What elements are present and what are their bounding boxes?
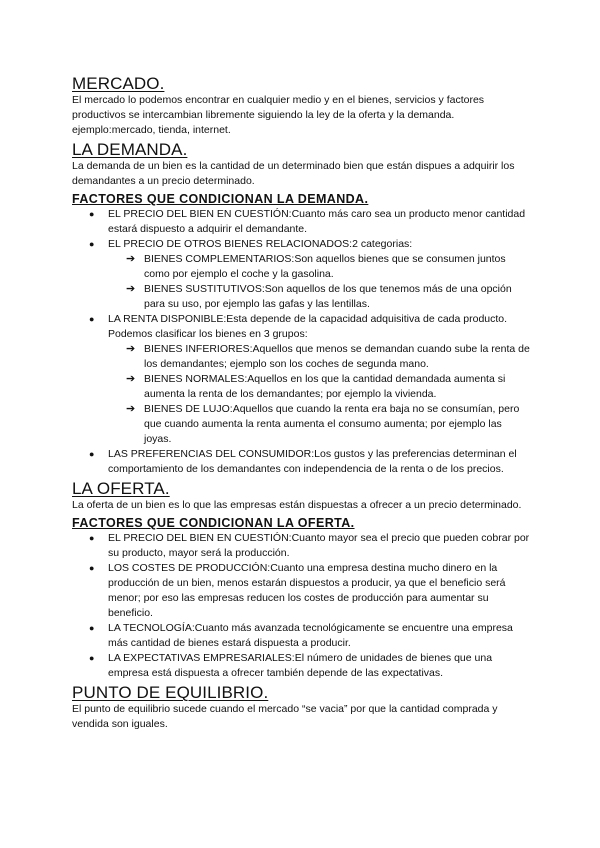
list-item — [72, 447, 532, 477]
list-item-text: LA TECNOLOGÍA:Cuanto más avanzada tecnológicamente se encuentre una empresa más cantidad de bienes estará dispuesta a producir. — [108, 622, 513, 649]
sublist-item-text: BIENES NORMALES:Aquellos en los que la cantidad demandada aumenta si aumenta la renta de los demandantes; por ejemplo la vivienda. — [144, 373, 506, 400]
bullet-icon: ● — [89, 533, 95, 543]
subheading-factores-demanda: FACTORES QUE CONDICIONAN LA DEMANDA. — [72, 192, 369, 206]
list-item-text: EL PRECIO DEL BIEN EN CUESTIÓN:Cuanto más caro sea un producto menor cantidad estará dispuesto a adquirir el demandante. — [108, 208, 526, 235]
list-item — [72, 312, 532, 447]
heading-oferta: LA OFERTA. — [72, 479, 170, 498]
section-mercado — [72, 74, 532, 138]
arrow-icon: ➔ — [126, 343, 136, 355]
sublist-renta-grupos — [108, 342, 532, 447]
bullet-icon: ● — [89, 449, 95, 459]
list-item-text: LOS COSTES DE PRODUCCIÓN:Cuanto una empresa destina mucho dinero en la producción de un bien, menos estarán dispuestos a producir, ya que el beneficio será menor; por eso las empresas reducen los costes de producción para aumentar su beneficio. — [108, 562, 506, 619]
paragraph-demanda-definition: La demanda de un bien es la cantidad de un determinado bien que están dispues a adquirir los demandantes a un precio determinado. — [72, 160, 515, 187]
paragraph-oferta-definition: La oferta de un bien es lo que las empresas están dispuestas a ofrecer a un precio determinado. — [72, 499, 522, 511]
list-factores-demanda — [72, 207, 532, 477]
sublist-item-text: BIENES SUSTITUTIVOS:Son aquellos de los que tenemos más de una opción para su uso, por ejemplo las gafas y las lentillas. — [144, 283, 512, 310]
heading-demanda: LA DEMANDA. — [72, 140, 188, 159]
list-item — [72, 621, 532, 651]
list-item — [72, 651, 532, 681]
bullet-icon: ● — [89, 314, 95, 324]
list-item-text: EL PRECIO DE OTROS BIENES RELACIONADOS:2 categorias: — [108, 238, 413, 250]
sublist-item-text: BIENES INFERIORES:Aquellos que menos se demandan cuando sube la renta de los demandantes; ejemplo son los coches de segunda mano. — [144, 343, 530, 370]
document-content — [72, 74, 532, 732]
bullet-icon: ● — [89, 653, 95, 663]
heading-equilibrio: PUNTO DE EQUILIBRIO. — [72, 683, 269, 702]
sublist-item-text: BIENES DE LUJO:Aquellos que cuando la renta era baja no se consumían, pero que cuando aumenta la renta aumenta el consumo aumenta; por ejemplo las joyas. — [144, 403, 520, 445]
arrow-icon: ➔ — [126, 253, 136, 265]
list-item-text: LA RENTA DISPONIBLE:Esta depende de la capacidad adquisitiva de cada producto. Podemos clasificar los bienes en 3 grupos: — [108, 313, 508, 340]
list-item-text: LAS PREFERENCIAS DEL CONSUMIDOR:Los gustos y las preferencias determinan el comportamiento de los demandantes con independencia de la renta o de los precios. — [108, 448, 517, 475]
paragraph-mercado-example: ejemplo:mercado, tienda, internet. — [72, 124, 231, 136]
list-factores-oferta — [72, 531, 532, 681]
list-item-text: EL PRECIO DEL BIEN EN CUESTIÓN:Cuanto mayor sea el precio que pueden cobrar por su producto, mayor será la producción. — [108, 532, 530, 559]
bullet-icon: ● — [89, 209, 95, 219]
paragraph-mercado-definition: El mercado lo podemos encontrar en cualquier medio y en el bienes, servicios y factores productivos se intercambian libremente siguiendo la ley de la oferta y la demanda. — [72, 94, 485, 121]
list-item-text: LA EXPECTATIVAS EMPRESARIALES:El número de unidades de bienes que una empresa está dispuesta a ofrecer también depende de las expectativas. — [108, 652, 493, 679]
arrow-icon: ➔ — [126, 283, 136, 295]
sublist-item — [108, 402, 532, 447]
bullet-icon: ● — [89, 623, 95, 633]
sublist-bienes-relacionados — [108, 252, 532, 312]
section-equilibrio — [72, 683, 532, 732]
sublist-item — [108, 282, 532, 312]
sublist-item — [108, 342, 532, 372]
section-oferta — [72, 479, 532, 681]
arrow-icon: ➔ — [126, 403, 136, 415]
list-item — [72, 561, 532, 621]
heading-mercado: MERCADO. — [72, 74, 165, 93]
arrow-icon: ➔ — [126, 373, 136, 385]
list-item — [72, 207, 532, 237]
list-item — [72, 237, 532, 312]
sublist-item — [108, 372, 532, 402]
paragraph-equilibrio-definition: El punto de equilibrio sucede cuando el mercado “se vacia” por que la cantidad comprada y vendida son iguales. — [72, 703, 498, 730]
sublist-item-text: BIENES COMPLEMENTARIOS:Son aquellos bienes que se consumen juntos como por ejemplo el coche y la gasolina. — [144, 253, 506, 280]
subheading-factores-oferta: FACTORES QUE CONDICIONAN LA OFERTA. — [72, 516, 355, 530]
sublist-item — [108, 252, 532, 282]
bullet-icon: ● — [89, 239, 95, 249]
bullet-icon: ● — [89, 563, 95, 573]
section-demanda — [72, 140, 532, 477]
list-item — [72, 531, 532, 561]
